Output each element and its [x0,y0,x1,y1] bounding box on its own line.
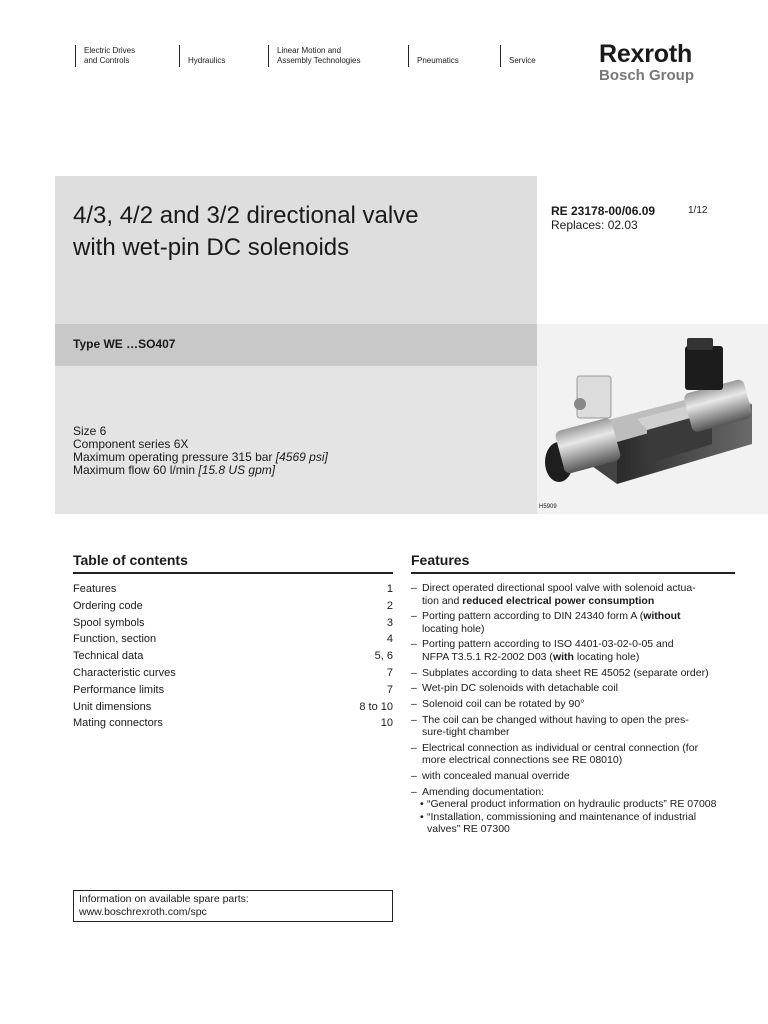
document-number: RE 23178-00/06.09 [551,204,656,218]
title-line-1: 4/3, 4/2 and 3/2 directional valve [73,202,419,229]
toc-row[interactable]: Unit dimensions 8 to 10 [73,700,393,713]
toc-row[interactable]: Technical data 5, 6 [73,650,393,663]
toc-row[interactable]: Ordering code 2 [73,599,393,612]
spec-size: Size 6 [73,424,107,438]
feature-item: – Electrical connection as individual or central connection (for more electrical connections see RE 08010) [411,742,735,767]
feature-item: – Porting pattern according to DIN 24340 form A (without locating hole) [411,610,735,635]
nav-pneumatics[interactable] [408,45,459,67]
feature-subitem: • “General product information on hydraulic products” RE 07008 [420,798,735,811]
feature-item: – Porting pattern according to ISO 4401-03-02-0-05 and NFPA T3.5.1 R2-2002 D03 (with locating hole) [411,638,735,663]
toc-row[interactable]: Spool symbols 3 [73,616,393,629]
feature-item: – Wet-pin DC solenoids with detachable coil [411,682,735,695]
feature-item: – Solenoid coil can be rotated by 90° [411,698,735,711]
feature-item: – with concealed manual override [411,770,735,783]
nav-label: Pneumatics [417,56,459,65]
type-label: Type WE …SO407 [73,337,176,351]
nav-label: Assembly Technologies [277,56,361,65]
nav-service[interactable] [500,45,536,67]
spec-list [73,425,328,477]
toc-row[interactable]: Features 1 [73,583,393,595]
spare-parts-link[interactable]: www.boschrexroth.com/spc [79,906,207,918]
document-title [73,200,513,264]
toc-row[interactable]: Performance limits 7 [73,683,393,696]
replaces-note: Replaces: 02.03 [551,218,638,232]
logo-group: Bosch Group [599,67,695,84]
toc-list [73,582,393,733]
feature-item: – The coil can be changed without having to open the pres- sure-tight chamber [411,714,735,739]
feature-item: – Amending documentation: • “General product information on hydraulic products” RE 07008 • “Installation, commissioning and maintenance of industrial valves” RE 07300 [411,786,735,836]
feature-item: – Direct operated directional spool valve with solenoid actua- tion and reduced electrical power consumption [411,582,735,607]
features-heading: Features [411,552,735,574]
feature-item: – Subplates according to data sheet RE 45052 (separate order) [411,667,735,680]
valve-illustration-icon [537,324,768,514]
toc-row[interactable]: Function, section 4 [73,633,393,646]
nav-label: and Controls [84,56,130,65]
toc-row[interactable]: Mating connectors 10 [73,717,393,730]
photo-id: H5909 [539,504,557,510]
title-line-2: with wet-pin DC solenoids [73,234,350,261]
nav-label: Linear Motion and [277,46,342,55]
nav-linear-motion[interactable] [268,45,360,67]
features-list [411,582,735,839]
toc-row[interactable]: Characteristic curves 7 [73,666,393,679]
nav-label: Service [509,56,536,65]
page-number: 1/12 [688,205,708,216]
nav-electric-drives[interactable] [75,45,135,67]
spec-flow: Maximum flow 60 l/min [15.8 US gpm] [73,463,276,477]
spare-parts-label: Information on available spare parts: [79,893,249,905]
feature-subitem: • “Installation, commissioning and maintenance of industrial valves” RE 07300 [420,811,735,836]
spec-series: Component series 6X [73,437,189,451]
valve-photo [537,324,768,514]
toc-heading: Table of contents [73,552,393,574]
rexroth-logo [599,40,694,84]
logo-brand: Rexroth [599,40,693,68]
nav-label: Electric Drives [84,46,136,55]
spec-pressure: Maximum operating pressure 315 bar [4569 psi] [73,450,328,464]
nav-hydraulics[interactable] [179,45,225,67]
spare-parts-box [73,890,393,922]
nav-label: Hydraulics [188,56,226,65]
